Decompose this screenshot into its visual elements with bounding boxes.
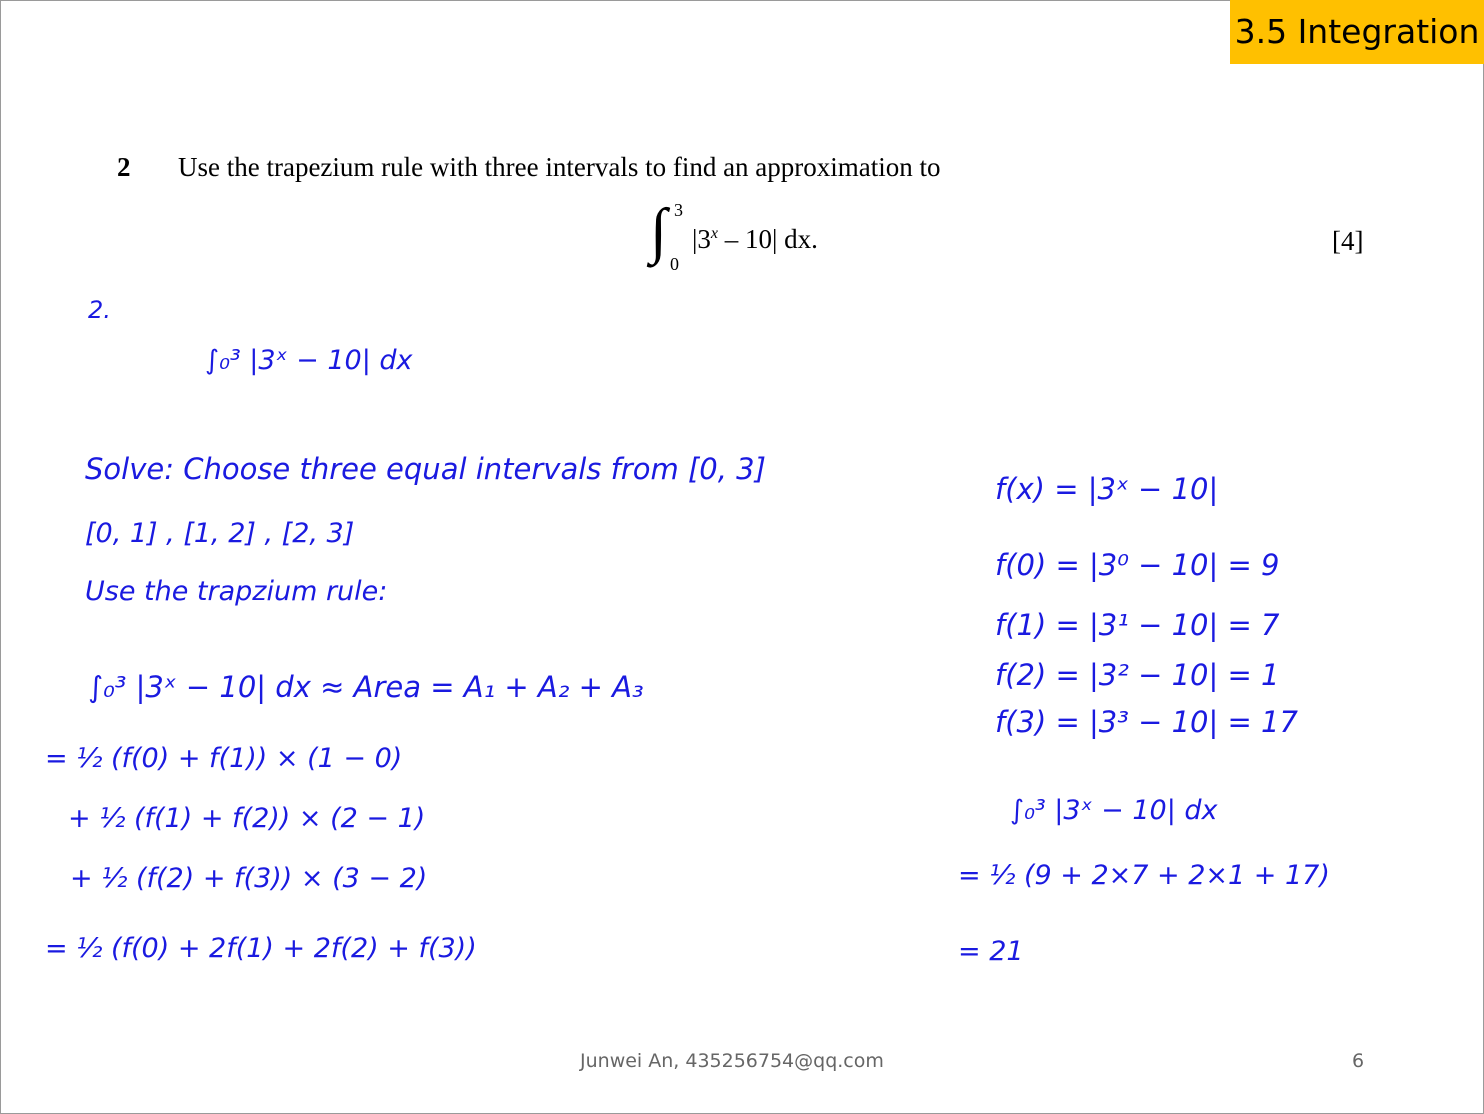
question-integral <box>650 196 850 286</box>
integral-lower-limit: 0 <box>670 254 679 274</box>
handwritten-integral: ∫₀³ |3ˣ − 10| dx <box>205 345 413 376</box>
integrand-exponent: x <box>710 225 719 242</box>
handwritten-function-definition: f(x) = |3ˣ − 10| <box>995 472 1219 506</box>
integral-sign: ∫ <box>650 197 667 265</box>
integrand-base: |3 <box>692 224 711 254</box>
handwritten-f0: f(0) = |3⁰ − 10| = 9 <box>995 548 1280 582</box>
handwritten-area-equation: ∫₀³ |3ˣ − 10| dx ≈ Area = A₁ + A₂ + A₃ <box>88 670 644 704</box>
handwritten-f3: f(3) = |3³ − 10| = 17 <box>995 705 1298 739</box>
handwritten-term-1: = ½ (f(0) + f(1)) × (1 − 0) <box>45 743 403 774</box>
handwritten-term-3: + ½ (f(2) + f(3)) × (3 − 2) <box>70 863 428 894</box>
question-text: Use the trapezium rule with three intervals to find an approximation to <box>178 152 941 182</box>
handwritten-integral-repeat: ∫₀³ |3ˣ − 10| dx <box>1010 795 1218 826</box>
handwritten-intervals: [0, 1] , [1, 2] , [2, 3] <box>85 518 355 549</box>
question-marks: [4] <box>1332 226 1364 256</box>
handwritten-f1: f(1) = |3¹ − 10| = 7 <box>995 608 1280 642</box>
handwritten-question-label: 2. <box>88 296 111 324</box>
integrand <box>692 224 818 255</box>
footer-author: Junwei An, 435256754@qq.com <box>580 1050 884 1072</box>
handwritten-use-rule: Use the trapzium rule: <box>85 576 388 607</box>
handwritten-answer: = 21 <box>958 936 1024 967</box>
section-badge: 3.5 Integration <box>1230 0 1484 64</box>
handwritten-solve-line: Solve: Choose three equal intervals from [0, 3] <box>85 452 766 486</box>
handwritten-substitution: = ½ (9 + 2×7 + 2×1 + 17) <box>958 860 1330 891</box>
page-number: 6 <box>1352 1050 1365 1072</box>
integrand-rest: – 10| dx. <box>718 224 818 254</box>
handwritten-f2: f(2) = |3² − 10| = 1 <box>995 658 1280 692</box>
handwritten-combined-formula: = ½ (f(0) + 2f(1) + 2f(2) + f(3)) <box>45 933 477 964</box>
handwritten-term-2: + ½ (f(1) + f(2)) × (2 − 1) <box>68 803 426 834</box>
question-number: 2 <box>117 152 131 182</box>
integral-upper-limit: 3 <box>674 200 683 220</box>
